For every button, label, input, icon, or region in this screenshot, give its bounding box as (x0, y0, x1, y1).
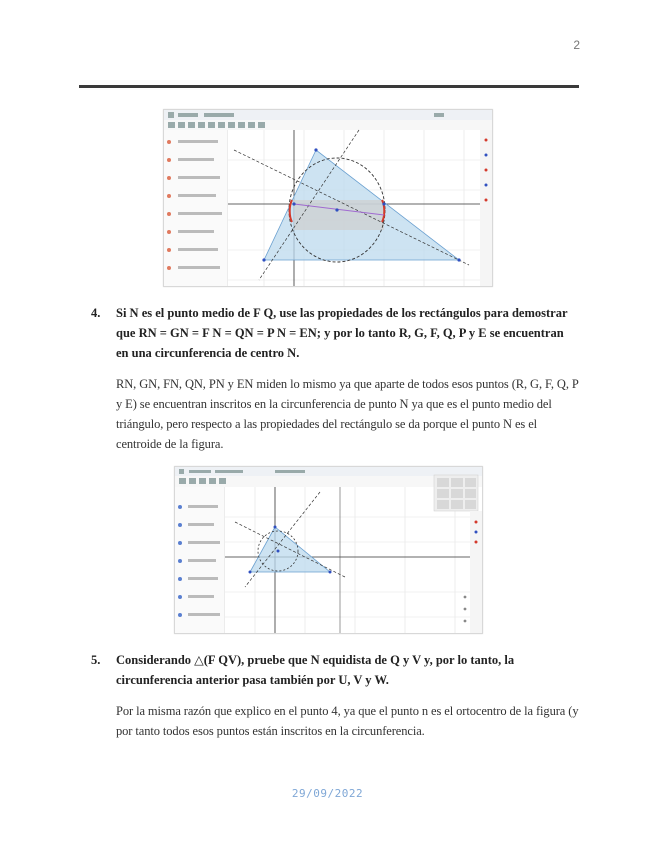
header-divider (79, 85, 579, 88)
answer-4: RN, GN, FN, QN, PN y EN miden lo mismo ya que aparte de todos esos puntos (R, G, F, Q, P y E) se encuentran inscritos en la circunferencia de punto N ya que es el punto medio del triángulo, pero respecto a las propiedades del rectángulo se da porque el punto N es el centroide de la figura. (116, 377, 579, 451)
geogebra-screenshot-2 (174, 466, 483, 634)
question-5-text: Considerando △(F QV), pruebe que N equidista de Q y V y, por lo tanto, la circunferencia anterior pasa también por U, V y W. (116, 653, 515, 687)
question-4-number: 4. (91, 306, 101, 320)
question-4-text: Si N es el punto medio de F Q, use las propiedades de los rectángulos para demostrar que RN = GN = F N = QN = P N = EN; y por lo tanto R, G, F, Q, P y E se encuentran en una circunferencia de centro N. (116, 306, 568, 360)
answer-5: Por la misma razón que explico en el punto 4, ya que el punto n es el ortocentro de la figura (y por tanto todos esos puntos están inscritos en la circunferencia. (116, 704, 579, 738)
question-5-number: 5. (91, 653, 101, 667)
footer-date: 29/09/2022 (291, 787, 364, 800)
geogebra-screenshot-1 (163, 109, 493, 287)
page-number: 2 (573, 38, 580, 52)
